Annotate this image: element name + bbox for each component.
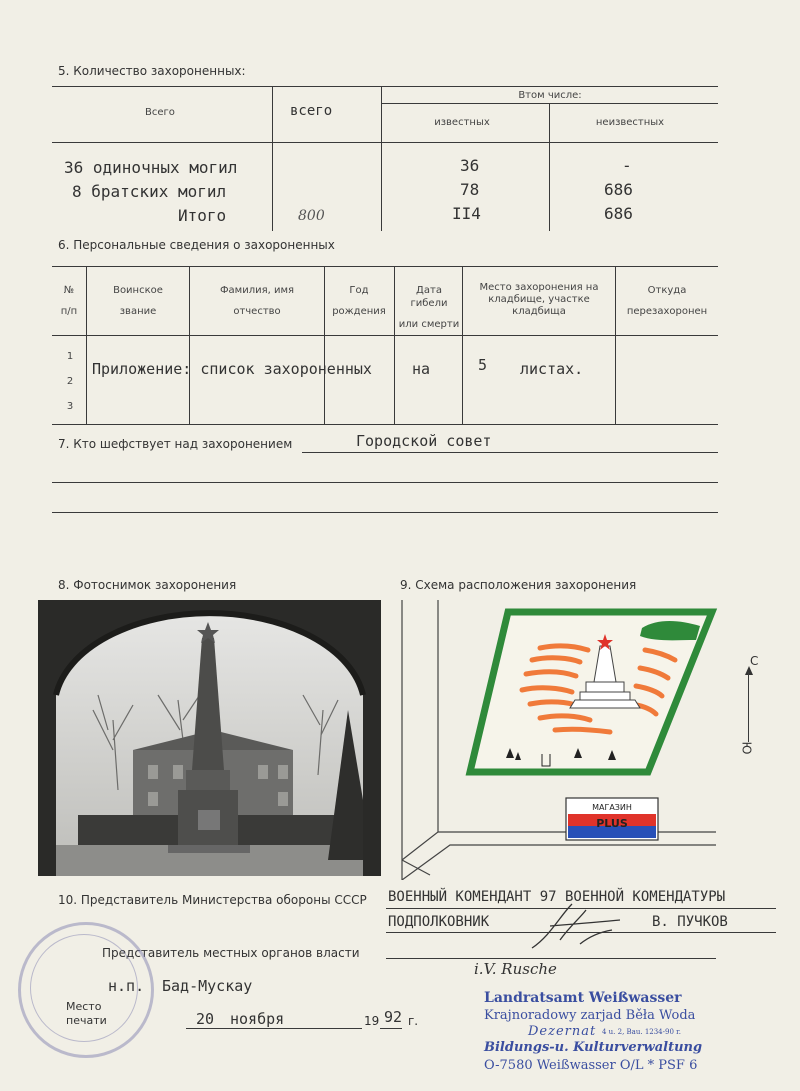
header-rank-line1: Воинское bbox=[113, 285, 163, 296]
row-total-known: II4 bbox=[452, 204, 481, 223]
header-num bbox=[54, 284, 84, 318]
rule bbox=[394, 266, 395, 424]
header-name-line2: отчество bbox=[233, 306, 281, 317]
row-single-graves-label: 36 одиночных могил bbox=[64, 158, 238, 177]
row-number-1: 1 bbox=[66, 351, 74, 362]
compass-south-label: Ю bbox=[739, 741, 754, 755]
mod-representative-rank: ПОДПОЛКОВНИК bbox=[388, 914, 490, 930]
location-scheme bbox=[400, 600, 718, 880]
rule bbox=[615, 266, 616, 424]
commandant-signature bbox=[520, 896, 630, 956]
rule bbox=[462, 266, 463, 424]
header-unknown: неизвестных bbox=[595, 117, 665, 128]
stamp-line-4: Bildungs-u. Kulturverwaltung bbox=[484, 1040, 703, 1055]
header-from-line2: перезахоронен bbox=[626, 306, 708, 317]
patron-value: Городской совет bbox=[356, 432, 492, 450]
arrow-up-icon bbox=[745, 666, 753, 675]
rule bbox=[380, 1028, 402, 1029]
rule bbox=[52, 512, 718, 513]
rule bbox=[86, 266, 87, 424]
header-num-line2: п/п bbox=[60, 306, 78, 317]
header-inclusive: Втом числе: bbox=[518, 90, 582, 101]
appendix-count: 5 bbox=[478, 356, 488, 374]
date-month: ноября bbox=[230, 1010, 285, 1028]
rule bbox=[52, 335, 718, 336]
stamp-line-5: O-7580 Weißwasser O/L * PSF 6 bbox=[484, 1058, 698, 1073]
header-death-line1: Дата гибели bbox=[410, 285, 448, 309]
place-name: Бад-Мускау bbox=[162, 977, 253, 995]
header-known: известных bbox=[434, 117, 490, 128]
row-single-graves-unknown: - bbox=[622, 156, 632, 175]
header-total-value: всего bbox=[290, 103, 333, 119]
header-death-line2: или смерти bbox=[398, 319, 460, 330]
stamp-line-3-small: 4 u. 2, Bau. 1234-90 r. bbox=[602, 1028, 681, 1036]
header-from-line1: Откуда bbox=[647, 285, 687, 296]
rule bbox=[186, 1028, 362, 1029]
header-place-line1: Место захоронения на bbox=[479, 282, 599, 293]
shop-sign-bottom-text: PLUS bbox=[596, 817, 628, 830]
mod-representative-name: В. ПУЧКОВ bbox=[652, 914, 728, 930]
date-day: 20 bbox=[196, 1010, 215, 1028]
header-num-line1: № bbox=[63, 285, 75, 296]
rule bbox=[386, 958, 716, 959]
rule bbox=[189, 266, 190, 424]
row-number-3: 3 bbox=[66, 401, 74, 412]
monument-photo-image bbox=[38, 600, 381, 876]
header-place-line3: кладбища bbox=[512, 306, 566, 317]
scheme-drawing bbox=[400, 600, 718, 880]
date-year-suffix: 92 bbox=[384, 1008, 403, 1026]
section6-title: 6. Персональные сведения о захороненных bbox=[58, 238, 335, 252]
burial-photo bbox=[38, 600, 381, 876]
stamp-line-2: Krajnoradowy zarjad Běła Woda bbox=[484, 1008, 696, 1023]
section10-title: 10. Представитель Министерства обороны СССР bbox=[58, 893, 367, 907]
rule bbox=[302, 452, 718, 453]
stamp-label-2: печати bbox=[66, 1014, 107, 1027]
place-prefix: н.п. bbox=[108, 977, 145, 995]
mod-representative-line1: ВОЕННЫЙ КОМЕНДАНТ 97 ВОЕННОЙ КОМЕНДАТУРЫ bbox=[388, 889, 726, 905]
section8-title: 8. Фотоснимок захоронения bbox=[58, 578, 237, 592]
section9-title: 9. Схема расположения захоронения bbox=[400, 578, 637, 592]
rule bbox=[52, 424, 718, 425]
header-rank-line2: звание bbox=[119, 306, 157, 317]
rule bbox=[52, 482, 718, 483]
shop-sign-top-text: МАГАЗИН bbox=[592, 803, 632, 812]
header-burial-place bbox=[465, 282, 613, 318]
date-year-unit: г. bbox=[408, 1014, 419, 1028]
row-number-2: 2 bbox=[66, 376, 74, 387]
rule bbox=[272, 86, 273, 231]
row-total-handwritten: 800 bbox=[298, 208, 325, 224]
rule bbox=[382, 103, 718, 104]
rule bbox=[324, 266, 325, 424]
rule bbox=[381, 86, 382, 231]
appendix-sheets: листах. bbox=[520, 360, 584, 378]
appendix-text: Приложение: список захороненных bbox=[92, 360, 372, 378]
header-year-line2: рождения bbox=[332, 306, 386, 317]
header-total-label: Всего bbox=[145, 107, 175, 118]
rule bbox=[549, 103, 550, 231]
rule bbox=[52, 86, 718, 87]
header-death-date bbox=[396, 284, 462, 331]
local-authority-title: Представитель местных органов власти bbox=[102, 946, 360, 960]
section7-title: 7. Кто шефствует над захоронением bbox=[58, 437, 293, 451]
header-birth-year bbox=[326, 284, 392, 318]
compass-north-label: С bbox=[750, 654, 759, 668]
date-year-prefix: 19 bbox=[364, 1014, 380, 1028]
compass-shaft bbox=[748, 672, 749, 742]
row-mass-graves-label: 8 братских могил bbox=[72, 182, 227, 201]
appendix-on: на bbox=[412, 360, 431, 378]
row-mass-graves-known: 78 bbox=[460, 180, 480, 199]
local-authority-signature: i.V. Rusche bbox=[474, 960, 557, 978]
row-mass-graves-unknown: 686 bbox=[604, 180, 633, 199]
rule bbox=[52, 266, 718, 267]
stamp-label-1: Место bbox=[66, 1000, 102, 1013]
row-total-label: Итого bbox=[178, 206, 227, 225]
header-name-line1: Фамилия, имя bbox=[219, 285, 295, 296]
header-place-line2: кладбище, участке bbox=[488, 294, 590, 305]
section5-title: 5. Количество захороненных: bbox=[58, 64, 246, 78]
header-reburied-from bbox=[618, 284, 716, 318]
stamp-line-3: Dezernat bbox=[528, 1024, 597, 1039]
row-single-graves-known: 36 bbox=[460, 156, 480, 175]
rule bbox=[52, 142, 718, 143]
header-year-line1: Год bbox=[349, 285, 369, 296]
stamp-line-1: Landratsamt Weißwasser bbox=[484, 990, 682, 1006]
row-total-unknown: 686 bbox=[604, 204, 633, 223]
header-rank bbox=[90, 284, 186, 318]
header-name bbox=[192, 284, 322, 318]
